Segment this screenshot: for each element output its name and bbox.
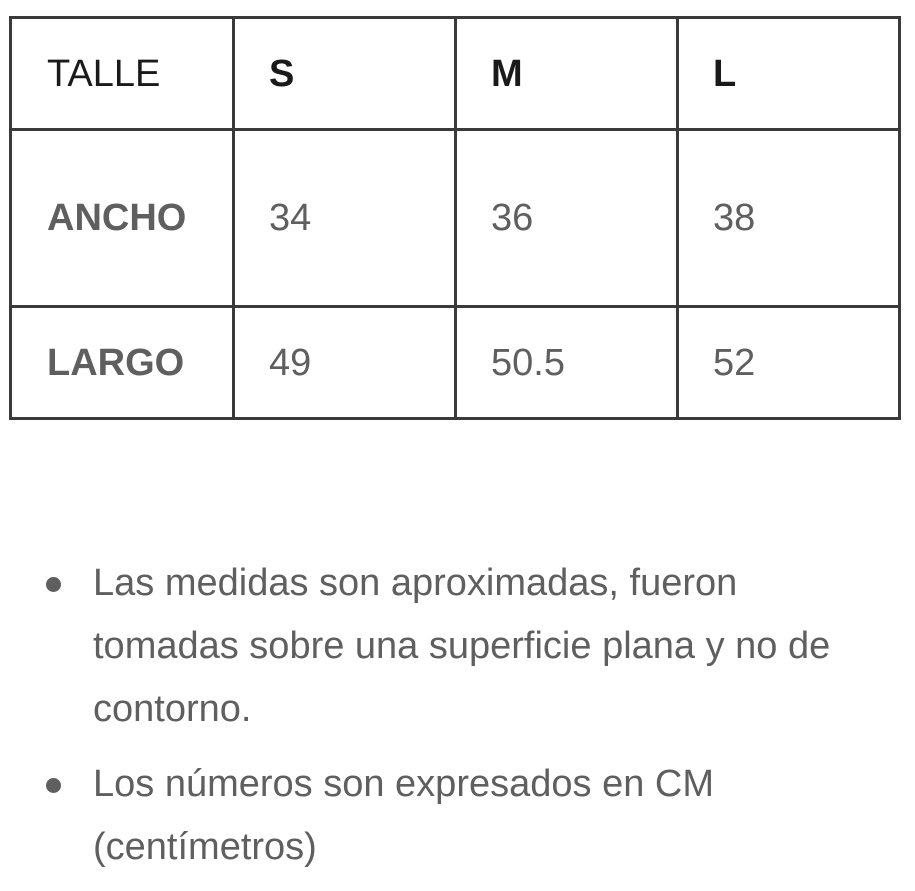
cell-largo-s: 49 <box>234 307 456 419</box>
size-chart-table <box>9 16 901 420</box>
bullet-icon <box>46 577 61 592</box>
cell-largo-l: 52 <box>678 307 900 419</box>
row-label-ancho: ANCHO <box>11 130 234 307</box>
table-header-row <box>11 18 900 130</box>
note-text: Los números son expresados en CM (centímetros) <box>93 763 714 868</box>
table-row-ancho <box>11 130 900 307</box>
header-cell-size-l: L <box>678 18 900 130</box>
row-label-largo: LARGO <box>11 307 234 419</box>
bullet-icon <box>46 778 61 793</box>
list-item <box>0 552 915 741</box>
cell-ancho-l: 38 <box>678 130 900 307</box>
header-cell-size-m: M <box>456 18 678 130</box>
cell-ancho-m: 36 <box>456 130 678 307</box>
note-text: Las medidas son aproximadas, fueron tomadas sobre una superficie plana y no de contorno. <box>93 562 831 730</box>
header-cell-size-s: S <box>234 18 456 130</box>
table-row-largo <box>11 307 900 419</box>
header-cell-talle: TALLE <box>11 18 234 130</box>
notes-list <box>0 552 915 891</box>
list-item <box>0 753 915 879</box>
cell-largo-m: 50.5 <box>456 307 678 419</box>
cell-ancho-s: 34 <box>234 130 456 307</box>
